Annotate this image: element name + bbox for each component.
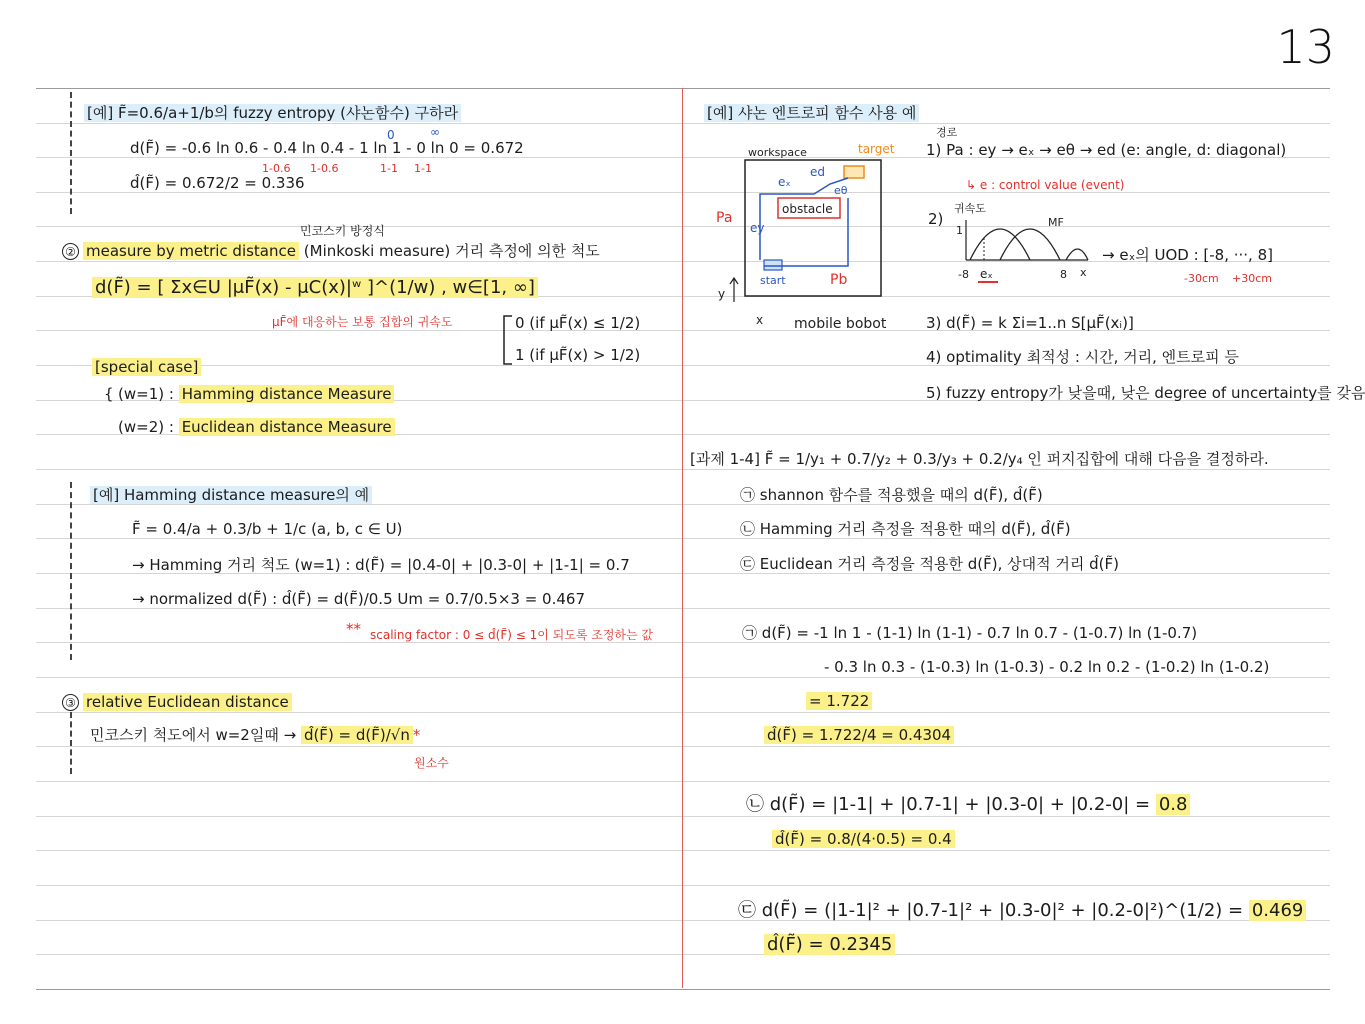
answer-3-number: ㉢ bbox=[738, 900, 756, 921]
answer-2-line-2: d̂(F̃) = 0.8/(4·0.5) = 0.4 bbox=[772, 830, 955, 848]
minkowski-korean-label: 민코스키 방정식 bbox=[300, 224, 385, 238]
ed-label: ed bbox=[810, 165, 825, 179]
item-2-number: 2) bbox=[928, 210, 944, 228]
section-number: ③ bbox=[62, 694, 79, 711]
rule-line bbox=[36, 330, 1330, 331]
obstacle-label: obstacle bbox=[782, 202, 833, 216]
start-box bbox=[764, 260, 782, 270]
answer-1-number: ㉠ bbox=[742, 624, 758, 642]
normalized-entropy-line: d̂(F̃) = 0.672/2 = 0.336 bbox=[130, 174, 305, 192]
mf-y-label: 귀속도 bbox=[954, 202, 986, 215]
ey-label: ey bbox=[750, 221, 765, 235]
page-number: 13 bbox=[1276, 20, 1335, 74]
answer-3-line-2: d̂(F̃) = 0.2345 bbox=[764, 934, 895, 955]
rule-line bbox=[36, 712, 1330, 713]
rule-line bbox=[36, 608, 1330, 609]
mf-8: 8 bbox=[1060, 268, 1067, 281]
dashed-margin-marker bbox=[70, 712, 72, 774]
special-case-label: [special case] bbox=[92, 358, 201, 376]
item-1: 1) Pa : ey → eₓ → eθ → ed (e: angle, d: diagonal) bbox=[926, 141, 1287, 159]
rule-line bbox=[36, 538, 1330, 539]
sub-note: 1-0.6 bbox=[262, 162, 291, 175]
center-margin-line bbox=[682, 88, 683, 988]
minkowski-label: (Minkoski measure) bbox=[303, 242, 451, 260]
question-2: ㉡ Hamming 거리 측정을 적용한 때의 d(F̃), d̂(F̃) bbox=[740, 520, 1071, 538]
rule-line bbox=[36, 850, 1330, 851]
star-mark: * bbox=[412, 726, 421, 744]
mf-x: x bbox=[1080, 266, 1087, 279]
mf-neg8: -8 bbox=[958, 268, 969, 281]
mf-curve-2 bbox=[1000, 229, 1060, 260]
answer-1-line-1: d(F̃) = -1 ln 1 - (1-1) ln (1-1) - 0.7 ln 0.7 - (1-0.7) ln (1-0.7) bbox=[761, 624, 1198, 642]
rule-line bbox=[36, 642, 1330, 643]
section-title: measure by metric distance bbox=[83, 242, 299, 260]
answer-1-line-4: d̂(F̃) = 1.722/4 = 0.4304 bbox=[764, 726, 954, 744]
case-bracket bbox=[500, 314, 514, 366]
entropy-calc-line: d(F̃) = -0.6 ln 0.6 - 0.4 ln 0.4 - 1 ln 1 - 0 ln 0 = 0.672 bbox=[130, 139, 524, 157]
crisp-set-note: μF̃에 대응하는 보통 집합의 귀속도 bbox=[272, 315, 453, 329]
start-label: start bbox=[760, 274, 786, 287]
hamming-measure-label: Hamming distance Measure bbox=[179, 385, 395, 403]
dashed-margin-marker bbox=[70, 92, 72, 214]
pb-label: Pb bbox=[830, 272, 848, 288]
mf-one-label: 1 bbox=[956, 224, 963, 237]
workspace-label: workspace bbox=[748, 146, 807, 159]
section-number: ② bbox=[62, 243, 79, 260]
y-axis-arrow bbox=[730, 278, 738, 302]
rule-line bbox=[36, 677, 1330, 678]
item-5: 5) fuzzy entropy가 낮을때, 낮은 degree of uncertainty를 갖음 bbox=[926, 384, 1365, 402]
element-count-note: 원소수 bbox=[414, 756, 449, 770]
fuzzy-set-def: F̃ = 0.4/a + 0.3/b + 1/c (a, b, c ∈ U) bbox=[132, 520, 403, 538]
uod-low: -30cm bbox=[1184, 272, 1219, 285]
target-box bbox=[844, 166, 864, 178]
minkowski-formula: d(F̃) = [ Σx∈U |μF̃(x) - μC(x)|ʷ ]^(1/w) , w∈[1, ∞] bbox=[92, 277, 538, 298]
answer-3-value: 0.469 bbox=[1249, 900, 1307, 921]
pa-label: Pa bbox=[716, 210, 733, 226]
case-one: 1 (if μF̃(x) > 1/2) bbox=[515, 346, 641, 364]
scaling-star: ** bbox=[346, 620, 361, 638]
rule-line bbox=[36, 123, 1330, 124]
example-title: [예] F̃=0.6/a+1/b의 fuzzy entropy (샤논함수) 구하라 bbox=[84, 104, 461, 122]
mf-label: MF bbox=[1048, 216, 1064, 229]
y-axis-label: y bbox=[718, 287, 726, 301]
relative-euclid-formula: d̂(F̃) = d(F̃)/√n bbox=[301, 726, 413, 744]
rule-line bbox=[36, 885, 1330, 886]
target-label: target bbox=[858, 142, 895, 156]
etheta-label: eθ bbox=[834, 184, 848, 197]
sub-note: 1-0.6 bbox=[310, 162, 339, 175]
robot-caption: mobile bobot bbox=[794, 316, 887, 332]
example-title: [예] 샤논 엔트로피 함수 사용 예 bbox=[704, 104, 919, 122]
question-3: ㉢ Euclidean 거리 측정을 적용한 d(F̃), 상대적 거리 d̂(F̃) bbox=[740, 555, 1120, 573]
rule-line bbox=[36, 746, 1330, 747]
mobile-robot-figure bbox=[712, 138, 912, 332]
annotation-infinity: ∞ bbox=[430, 125, 440, 139]
item-3: 3) d(F̃) = k Σi=1..n S[μF̃(xᵢ)] bbox=[926, 314, 1134, 332]
sub-note: 1-1 bbox=[414, 162, 432, 175]
membership-function-plot bbox=[948, 198, 1098, 290]
answer-1-line-3: = 1.722 bbox=[806, 692, 872, 710]
annotation-zero: 0 bbox=[387, 128, 395, 142]
top-rule bbox=[36, 88, 1330, 89]
example-title: [예] Hamming distance measure의 예 bbox=[90, 486, 372, 504]
rule-line bbox=[36, 816, 1330, 817]
sub-note: 1-1 bbox=[380, 162, 398, 175]
relative-euclid-line: 민코스키 척도에서 w=2일때 → bbox=[90, 726, 297, 744]
path-label: 경로 bbox=[936, 126, 958, 139]
hamming-calc: → Hamming 거리 척도 (w=1) : d(F̃) = |0.4-0| + |0.3-0| + |1-1| = 0.7 bbox=[132, 556, 630, 574]
rule-line bbox=[36, 781, 1330, 782]
section-description: 거리 측정에 의한 척도 bbox=[455, 242, 600, 260]
rule-line bbox=[36, 226, 1330, 227]
normalized-calc: → normalized d(F̃) : d̂(F̃) = d(F̃)/0.5 Um = 0.7/0.5×3 = 0.467 bbox=[132, 590, 586, 608]
uod-high: +30cm bbox=[1232, 272, 1272, 285]
rule-line bbox=[36, 192, 1330, 193]
rule-line bbox=[36, 504, 1330, 505]
answer-2-line-1: d(F̃) = |1-1| + |0.7-1| + |0.3-0| + |0.2-0| = bbox=[769, 794, 1151, 815]
w1-label: (w=1) : bbox=[118, 385, 174, 403]
case-zero: 0 (if μF̃(x) ≤ 1/2) bbox=[515, 314, 641, 332]
homework-title: [과제 1-4] F̃ = 1/y₁ + 0.7/y₂ + 0.3/y₃ + 0.2/y₄ 인 퍼지집합에 대해 다음을 결정하라. bbox=[690, 450, 1269, 468]
w2-label: (w=2) : bbox=[118, 418, 174, 436]
control-value-note: ↳ e : control value (event) bbox=[966, 178, 1125, 192]
bottom-rule bbox=[36, 989, 1330, 990]
mf-curve-3 bbox=[1066, 249, 1088, 260]
brace: { bbox=[104, 385, 114, 403]
mf-curve-1 bbox=[970, 229, 1030, 260]
rule-line bbox=[36, 469, 1330, 470]
answer-3-line-1: d(F̃) = (|1-1|² + |0.7-1|² + |0.3-0|² + |0.2-0|²)^(1/2) = bbox=[761, 900, 1244, 921]
uod-text: → eₓ의 UOD : [-8, ···, 8] bbox=[1102, 246, 1273, 264]
mf-ex: eₓ bbox=[980, 267, 993, 281]
euclidean-measure-label: Euclidean distance Measure bbox=[179, 418, 395, 436]
rule-line bbox=[36, 954, 1330, 955]
answer-1-line-2: - 0.3 ln 0.3 - (1-0.3) ln (1-0.3) - 0.2 ln 0.2 - (1-0.2) ln (1-0.2) bbox=[824, 658, 1270, 676]
section-title: relative Euclidean distance bbox=[83, 693, 292, 711]
answer-2-number: ㉡ bbox=[746, 794, 764, 815]
question-1: ㉠ shannon 함수를 적용했을 때의 d(F̃), d̂(F̃) bbox=[740, 486, 1043, 504]
scaling-factor-note: scaling factor : 0 ≤ d̂(F̃) ≤ 1이 되도록 조정하는 값 bbox=[370, 628, 654, 642]
ex-label: eₓ bbox=[778, 175, 791, 189]
x-axis-label: x bbox=[756, 313, 764, 327]
answer-2-value: 0.8 bbox=[1156, 794, 1191, 815]
dashed-margin-marker bbox=[70, 482, 72, 660]
item-4: 4) optimality 최적성 : 시간, 거리, 엔트로피 등 bbox=[926, 348, 1239, 366]
